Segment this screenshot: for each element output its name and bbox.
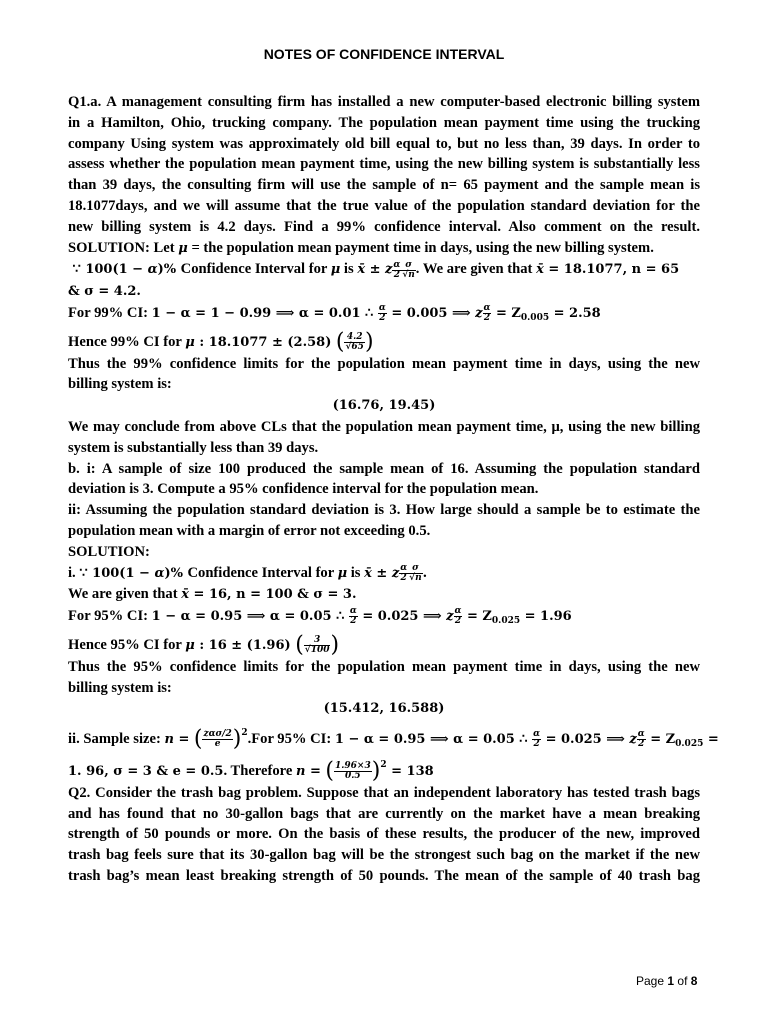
q1a-solution-line: SOLUTION: Let μ = the population mean payment time in days, using the new billing system. (68, 239, 654, 256)
q1a-question (68, 92, 700, 238)
q1a-interval: (16.76, 19.45) (332, 398, 436, 414)
page-title: NOTES OF CONFIDENCE INTERVAL (263, 46, 505, 62)
text-line: new billing system is 4.2 days. Find a 99% confidence interval. Also comment on the result. (68, 218, 700, 235)
q2-question: Q2. Consider the trash bag problem. Suppose that an independent laboratory has tested trash bags and has found that no 30-gallon bags that are currently on the market have a mean breaking strength of 50 pounds or more. On the basis of these results, the producer of the new, improved trash bag feels sure that its 30-gallon bag will be the strongest such bag on the market if the new trash bag’s mean least breaking strength of 50 pounds. The mean of the sample of 40 trash bag (68, 784, 700, 884)
sigma-over-sqrt-n-fraction: $\frac{\sigma}{√n}$ (402, 259, 415, 280)
q1b-sample-size-line: ii. Sample size: n = ( $\frac{\text{zασ/2}}{e}$ )$^2$.For 95% CI: 1 − α = 0.95 ⟹ α = 0.05 ∴ $\frac{\alpha}{2}$ = 0.025 ⟹ z $\frac{\alpha}{2}$ = $Z_{0.025}$ = (68, 726, 719, 752)
q1a-sigma-line: & σ = 4.2. (68, 284, 141, 300)
q1b-hence-line: Hence 95% CI for μ : 16 ± (1.96) ( $\frac{3}{√100}$ ) (68, 632, 340, 658)
q1a-ci-formula-line: ∵ 100(1 − α)% Confidence Interval for μ is x̄ ± z $\frac{\alpha}{2}$ $\frac{\sigma}{√n}$ . We are given that x̄ = 18.1077, n = 65 (68, 259, 680, 280)
alpha-half-fraction: $\frac{\alpha}{2}$ (393, 259, 401, 280)
q1b-question: b. i: A sample of size 100 produced the sample mean of 16. Assuming the population standard (68, 460, 700, 477)
q1b-for95-line: For 95% CI: 1 − α = 0.95 ⟹ α = 0.05 ∴ $\frac{\alpha}{2}$ = 0.025 ⟹ z $\frac{\alpha}{2}$ = $Z_{0.025} = 1.96$ (68, 606, 572, 627)
text-line: in a Hamilton, Ohio, trucking company. The population mean payment time using the trucking (68, 114, 700, 131)
page-footer: Page 1 of 8 (636, 974, 698, 988)
q1b-result-line: 1. 96, σ = 3 & e = 0.5. Therefore n = ( $\frac{1.96\times 3}{0.5}$ )$^2$ = 138 (68, 758, 434, 784)
text-line: assess whether the population mean payment time, using the new billing system is substantially less (68, 156, 700, 173)
q1b-interval: (15.412, 16.588) (323, 701, 445, 717)
document-body: Q1.a. A management consulting firm has installed a new computer-based electronic billing system in a Hamilton, Ohio, trucking company. The population mean payment time using the trucking company Using system was approximately old bill equal to, but no less than, 39 days. In order to assess whether the population mean payment time, using the new billing system is substantially less than 39 days, the consulting firm will use the sample of n= 65 payment and the sample mean is 18.1077days, and we will assume that the true value of the population standard deviation for the new billing system is 4.2 days. Find a 99% confidence interval. Also comment on the result. SOLUTION: Let μ = the population mean payment time in days, using the new billing system. ∵ 100(1 − α)% Confidence Interval for μ is x̄ ± z $\frac{\alpha}{2}$ $\frac{\sigma}{√n}$ . We are given that x̄ = 18.1077, n = 65 & σ = 4.2. For 99% CI: 1 − α = 1 − 0.99 ⟹ α = 0.01 ∴ $\frac{\alpha}{2}$ = 0.005 ⟹ z $\frac{\alpha}{2}$ = $Z_{0.005} = 2.58$ Hence 99% CI for μ : 18.1077 ± (2.58) ( $\frac{4.2}{√65}$ ) Thus the 99% confidence limits for the population mean payment time in days, using the new billing system is: (16.76, 19.45) We may conclude from above CLs that the population mean payment time, μ, using the new billing system is substantially less than 39 days. b. i: A sample of size 100 produced the sample mean of 16. Assuming the population standard deviation is 3. Compute a 95% confidence interval for the population mean. ii: Assuming the population standard deviation is 3. How large should a sample be to estimate the population mean with a margin of error not exceeding 0.5. SOLUTION: i. ∵ 100(1 − α)% Confidence Interval for μ is x̄ ± z $\frac{\alpha}{2}$ $\frac{\sigma}{√n}$ . We are given that x̄ = 16, n = 100 & σ = 3. For 95% CI: 1 − α = 0.95 ⟹ α = 0.05 ∴ $\frac{\alpha}{2}$ = 0.025 ⟹ z $\frac{\alpha}{2}$ = $Z_{0.025} = 1.96$ Hence 95% CI for μ : 16 ± (1.96) ( $\frac{3}{√100}$ ) Thus the 95% confidence limits for the population mean payment time in days, using the new billing system is: (15.412, 16.588) ii. Sample size: n = ( $\frac{\text{zασ/2}}{e}$ )$^2$.For 95% CI: 1 − α = 0.95 ⟹ α = 0.05 ∴ $\frac{\alpha}{2}$ = 0.025 ⟹ z $\frac{\alpha}{2}$ = $Z_{0.025}$ = 1. 96, σ = 3 & e = 0.5. Therefore n = ( $\frac{1.96\times 3}{0.5}$ )$^2$ = 138 Q2. Consider the trash bag problem. Suppose that an independent laboratory has tested trash bags and has found that no 30-gallon bags that are currently on the market have a mean breaking strength of 50 pounds or more. On the basis of these results, the producer of the new, improved trash bag feels sure that its 30-gallon bag will be the strongest such bag on the market if the new trash bag’s mean least breaking strength of 50 pounds. The mean of the sample of 40 trash bag (68, 92, 700, 887)
q1a-conclusion: We may conclude from above CLs that the population mean payment time, μ, using the new billing (68, 418, 700, 435)
q1a-for99-line: For 99% CI: 1 − α = 1 − 0.99 ⟹ α = 0.01 ∴ $\frac{\alpha}{2}$ = 0.005 ⟹ z $\frac{\alpha}{2}$ = $Z_{0.005} = 2.58$ (68, 303, 601, 324)
q1b-ci-formula-line: i. ∵ 100(1 − α)% Confidence Interval for μ is x̄ ± z $\frac{\alpha}{2}$ $\frac{\sigma}{√n}$ . (68, 562, 428, 583)
text-line: company Using system was approximately old bill equal to, but no less than, 39 days. In order to (68, 135, 700, 152)
text-line: Q1.a. A management consulting firm has installed a new computer-based electronic billing system (68, 94, 700, 110)
text-line: than 39 days, the consulting firm will use the sample of n= 65 payment and the sample mean is (68, 177, 700, 194)
q1b-thus: Thus the 95% confidence limits for the population mean payment time in days, using the new (68, 658, 700, 675)
q1b-solution-heading: SOLUTION: (68, 543, 150, 560)
q1a-hence-line: Hence 99% CI for μ : 18.1077 ± (2.58) ( $\frac{4.2}{√65}$ ) (68, 329, 374, 355)
q1b-given-line: We are given that x̄ = 16, n = 100 & σ = 3. (68, 586, 357, 603)
q1a-thus: Thus the 99% confidence limits for the population mean payment time in days, using the new (68, 355, 700, 372)
text-line: 18.1077days, and we will assume that the true value of the population standard deviation for the (68, 197, 700, 214)
